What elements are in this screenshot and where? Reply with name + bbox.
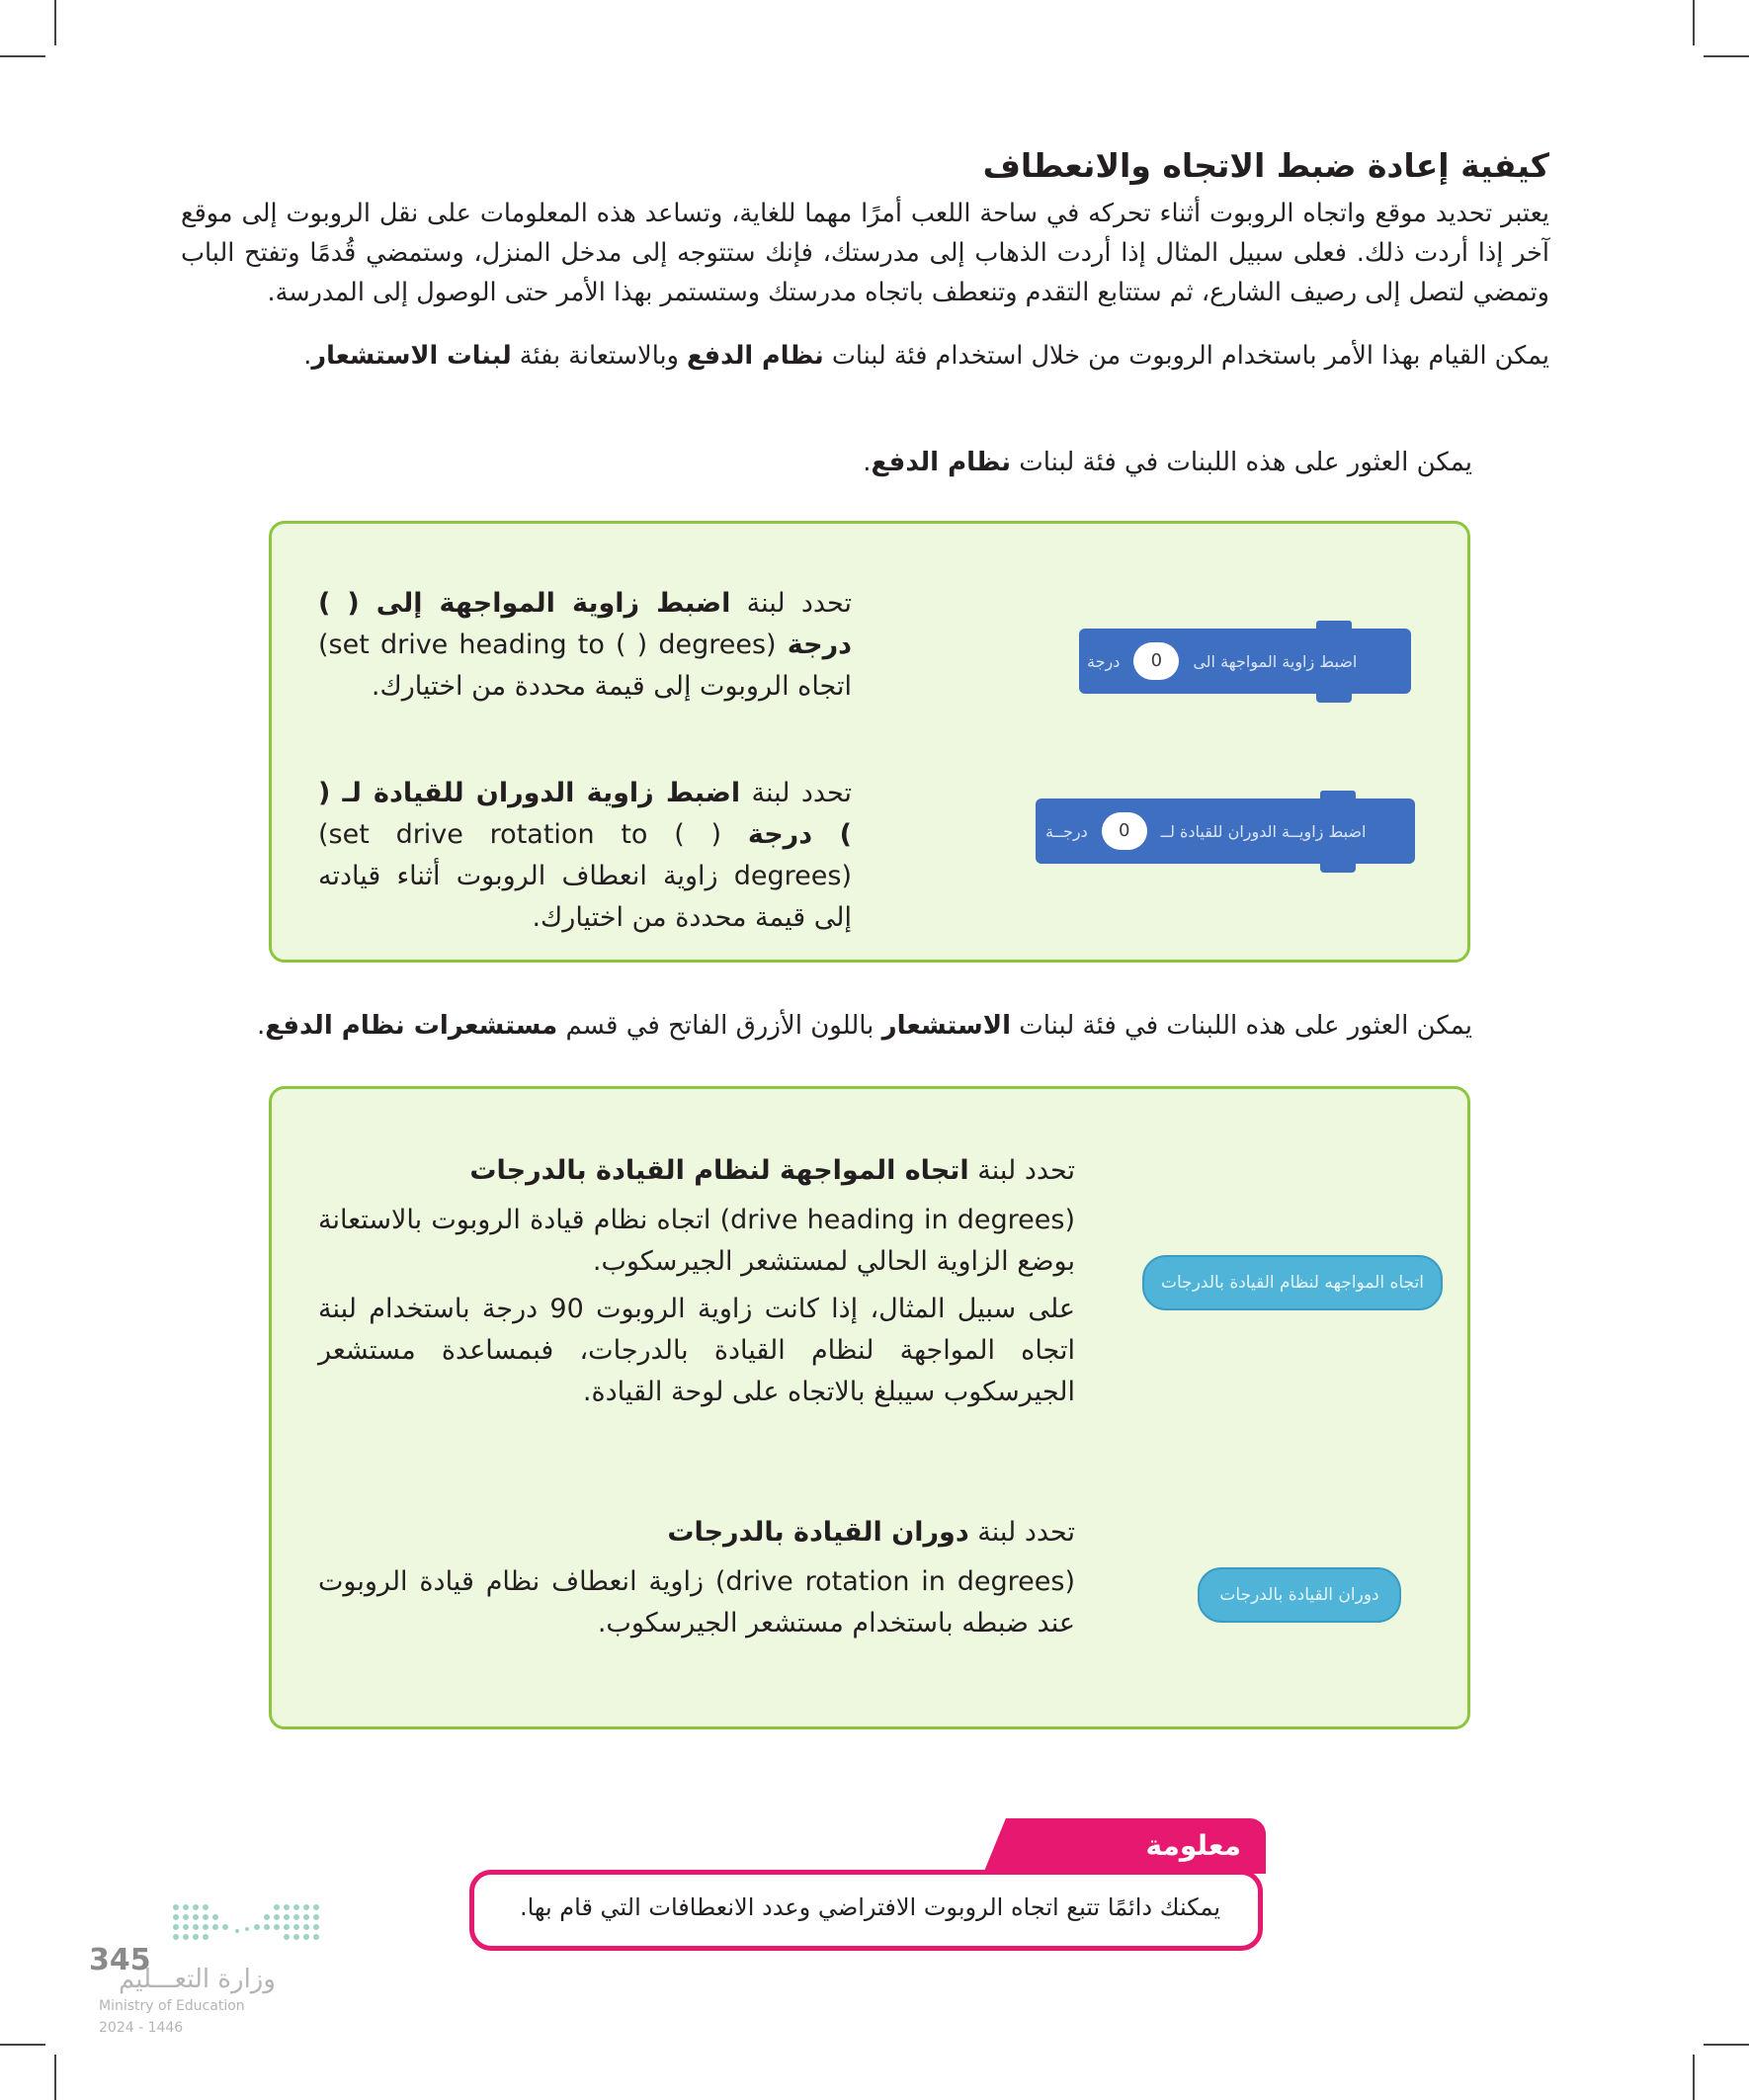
- drive-heading-pre: تحدد لبنة: [968, 1155, 1075, 1186]
- rotation-value-input[interactable]: 0: [1102, 812, 1147, 850]
- page-number: 345: [89, 1943, 151, 1977]
- intro2-end: .: [303, 341, 312, 371]
- set-rotation-post: زاوية انعطاف الروبوت أثناء قيادته إلى قيمة محددة من اختيارك.: [318, 861, 852, 933]
- drive-heading-name: اتجاه المواجهة لنظام القيادة بالدرجات: [469, 1155, 969, 1186]
- set-rotation-english: (set drive rotation to ( ) degrees): [318, 819, 852, 891]
- intro2-bold-sensing: لبنات الاستشعار: [311, 341, 512, 371]
- crop-mark-bottom-right: [1693, 2055, 1695, 2100]
- section2-lead-bold-sensors: مستشعرات نظام الدفع: [265, 1011, 558, 1041]
- drive-rotation-block[interactable]: [1198, 1567, 1401, 1623]
- set-heading-pre: تحدد لبنة: [730, 588, 852, 619]
- set-drive-heading-block[interactable]: [1079, 629, 1411, 694]
- intro2-text-a: يمكن القيام بهذا الأمر باستخدام الروبوت من خلال استخدام فئة لبنات: [823, 341, 1549, 371]
- edition-year: 2024 - 1446: [99, 2020, 184, 2036]
- crop-mark-top-left-h: [0, 55, 45, 57]
- crop-mark-bottom-left-h: [0, 2044, 45, 2046]
- ministry-name-arabic: وزارة التعـــليم: [119, 1965, 276, 1994]
- drive-rotation-name: دوران القيادة بالدرجات: [667, 1517, 969, 1548]
- section2-lead: [188, 1006, 1472, 1046]
- crop-mark-top-right-h: [1704, 55, 1749, 57]
- set-heading-english: (set drive heading to ( ) degrees): [318, 630, 777, 660]
- page-heading: كيفية إعادة ضبط الاتجاه والانعطاف: [982, 146, 1549, 185]
- info-title: معلومة: [1145, 1829, 1241, 1862]
- info-text: يمكنك دائمًا تتبع اتجاه الروبوت الافتراضي وعدد الانعطافات التي قام بها.: [519, 1893, 1220, 1921]
- drive-rotation-english: (drive rotation in degrees): [714, 1566, 1075, 1597]
- drive-heading-block-label: اتجاه المواجهه لنظام القيادة بالدرجات: [1161, 1273, 1424, 1293]
- set-rotation-block-label: اضبط زاويــة الدوران للقيادة لــ: [1160, 821, 1367, 841]
- block-bump: [1320, 863, 1356, 873]
- crop-mark-bottom-right-h: [1704, 2044, 1749, 2046]
- set-heading-post: اتجاه الروبوت إلى قيمة محددة من اختيارك.: [371, 671, 852, 702]
- intro-paragraph-2: [181, 336, 1549, 376]
- crop-mark-top-left: [54, 0, 56, 45]
- intro2-bold-drive: نظام الدفع: [687, 341, 824, 371]
- set-rotation-description: [318, 773, 852, 939]
- block-notch: [1320, 791, 1356, 800]
- block-bump: [1316, 693, 1352, 703]
- set-heading-description: [318, 583, 852, 708]
- crop-mark-top-right: [1693, 0, 1695, 45]
- intro-paragraph: يعتبر تحديد موقع واتجاه الروبوت أثناء تحركه في ساحة اللعب أمرًا مهما للغاية، وتساعد هذه المعلومات على نقل الروبوت إلى موقع آخر إذا أردت ذلك. فعلى سبيل المثال إذا أردت الذهاب إلى مدرستك، فإنك ستتوجه إلى مدخل المنزل، وستمضي قُدمًا وتفتح الباب وتمضي لتصل إلى رصيف الشارع، ثم ستتابع التقدم وتنعطف باتجاه مدرستك وستستمر بهذا الأمر حتى الوصول إلى المدرسة.: [181, 199, 1549, 307]
- section1-lead-text: يمكن العثور على هذه اللبنات في فئة لبنات: [1011, 448, 1472, 477]
- ministry-logo-icon: [168, 1901, 326, 1945]
- section2-lead-bold-sensing: الاستشعار: [881, 1011, 1011, 1041]
- drive-heading-title-line: [318, 1150, 1075, 1192]
- intro2-text-c: وبالاستعانة بفئة: [511, 341, 687, 371]
- section1-lead: [287, 443, 1472, 482]
- block-notch: [1316, 621, 1352, 630]
- drive-heading-post: اتجاه نظام قيادة الروبوت بالاستعانة بوضع الزاوية الحالي لمستشعر الجيرسكوب.: [318, 1205, 1075, 1277]
- set-rotation-pre: تحدد لبنة: [740, 778, 852, 808]
- drive-heading-example: على سبيل المثال، إذا كانت زاوية الروبوت 90 درجة باستخدام لبنة اتجاه المواجهة لنظام القيادة بالدرجات، فبمساعدة مستشعر الجيرسكوب سيبلغ بالاتجاه على لوحة القيادة.: [318, 1294, 1075, 1407]
- drive-rotation-pre: تحدد لبنة: [968, 1517, 1075, 1548]
- drive-rotation-post: زاوية انعطاف نظام قيادة الروبوت عند ضبطه باستخدام مستشعر الجيرسكوب.: [318, 1566, 1075, 1638]
- section2-lead-text-c: باللون الأزرق الفاتح في قسم: [557, 1011, 882, 1041]
- drive-rotation-title-line: [318, 1512, 1075, 1554]
- drive-heading-description: [318, 1150, 1075, 1413]
- drive-rotation-description: [318, 1512, 1075, 1644]
- drive-heading-english: (drive heading in degrees): [719, 1205, 1076, 1235]
- drive-heading-block[interactable]: [1142, 1255, 1443, 1310]
- set-heading-block-label: اضبط زاوية المواجهة الى: [1193, 651, 1358, 671]
- set-heading-block-unit: درجة: [1087, 651, 1121, 671]
- drive-rotation-block-label: دوران القيادة بالدرجات: [1219, 1585, 1379, 1605]
- section1-lead-end: .: [863, 448, 872, 477]
- section1-lead-bold: نظام الدفع: [871, 448, 1011, 477]
- ministry-name-english: Ministry of Education: [99, 1998, 245, 2014]
- set-rotation-name: اضبط زاوية الدوران للقيادة لـ ( ) درجة: [318, 778, 852, 850]
- set-rotation-block-unit: درجــة: [1045, 821, 1088, 841]
- set-heading-name: اضبط زاوية المواجهة إلى ( ) درجة: [318, 588, 852, 660]
- section2-lead-end: .: [256, 1011, 266, 1041]
- set-drive-rotation-block[interactable]: [1036, 798, 1415, 864]
- crop-mark-bottom-left: [54, 2055, 56, 2100]
- heading-value-input[interactable]: 0: [1133, 642, 1179, 680]
- section2-lead-text: يمكن العثور على هذه اللبنات في فئة لبنات: [1011, 1011, 1472, 1041]
